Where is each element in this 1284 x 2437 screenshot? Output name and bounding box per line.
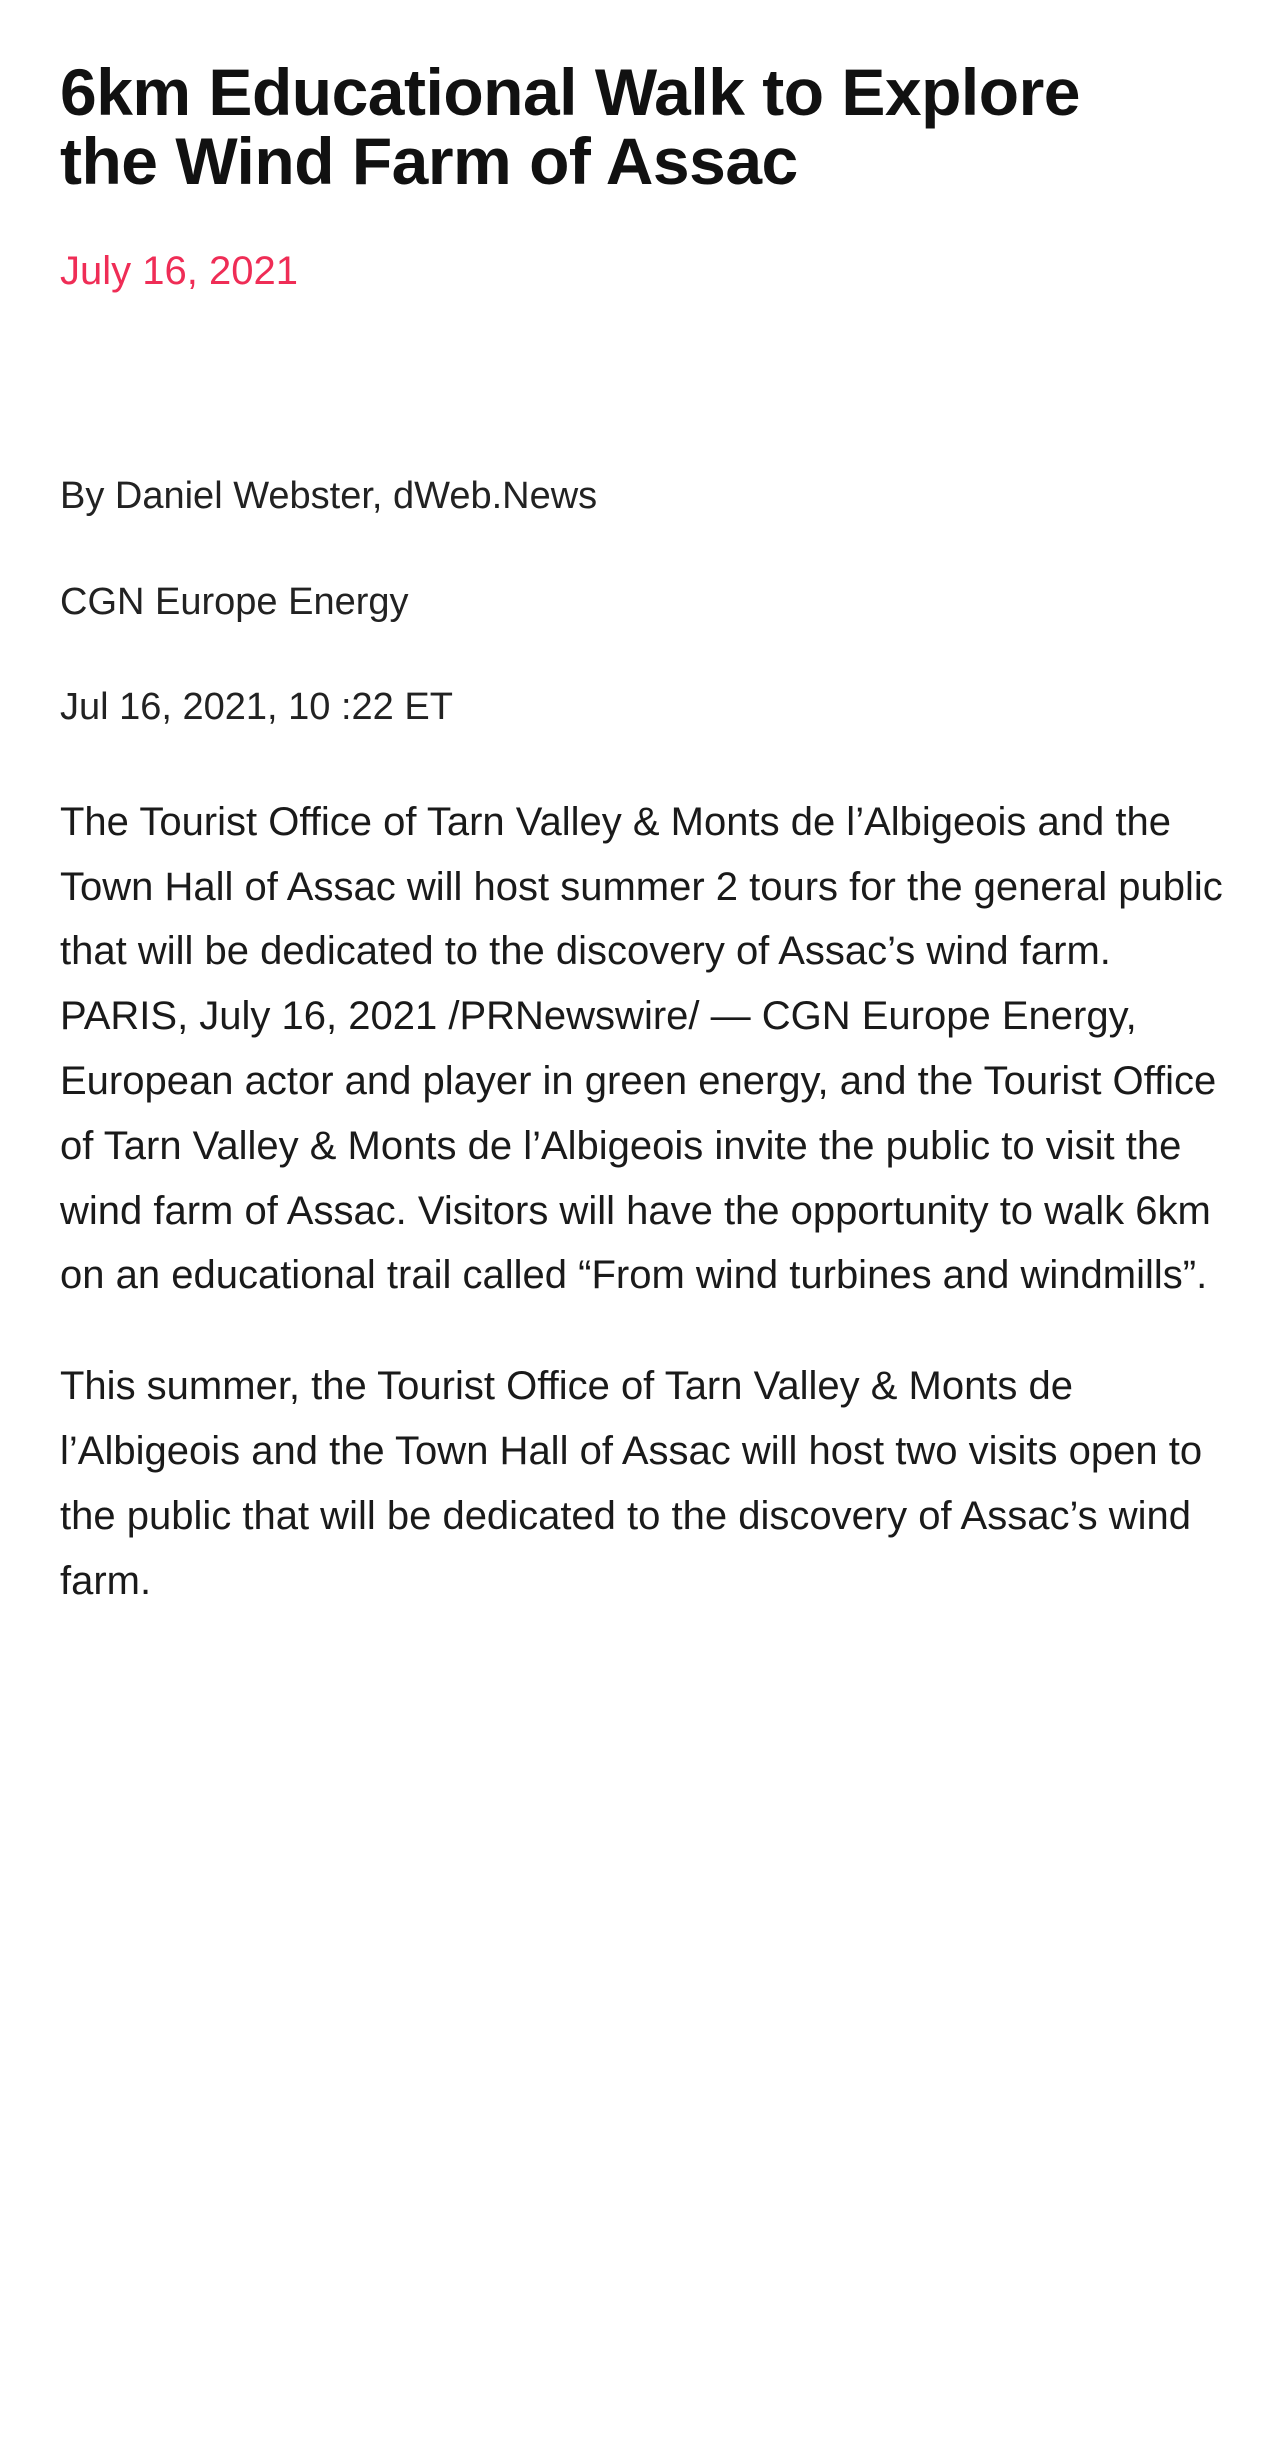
article-timestamp: Jul 16, 2021, 10 :22 ET — [60, 686, 453, 729]
body-paragraph: The Tourist Office of Tarn Valley & Monts de l’Albigeois and the Town Hall of Assac will host summer 2 tours for the general public that will be dedicated to the discovery of Assac’s wind farm. PARIS, July 16, 2021 /PRNewswire/ — CGN Europe Energy, European actor and player in green energy, and the Tourist Office of Tarn Valley & Monts de l’Albigeois invite the public to visit the wind farm of Assac. Visitors will have the opportunity to walk 6km on an educational trail called “From wind turbines and windmills”. — [60, 799, 1223, 1298]
body-paragraph: This summer, the Tourist Office of Tarn Valley & Monts de l’Albigeois and the Town Hall of Assac will host two visits open to the public that will be dedicated to the discovery of Assac’s wind farm. — [60, 1364, 1203, 1603]
byline-group — [60, 473, 1224, 732]
header-spacer — [60, 295, 1224, 473]
article-body — [60, 790, 1224, 1614]
article-organization: CGN Europe Energy — [60, 580, 409, 623]
article-date: July 16, 2021 — [60, 249, 298, 294]
page-title: 6km Educational Walk to Explore the Wind Farm of Assac — [60, 55, 1080, 198]
article-byline: By Daniel Webster, dWeb.News — [60, 475, 598, 518]
